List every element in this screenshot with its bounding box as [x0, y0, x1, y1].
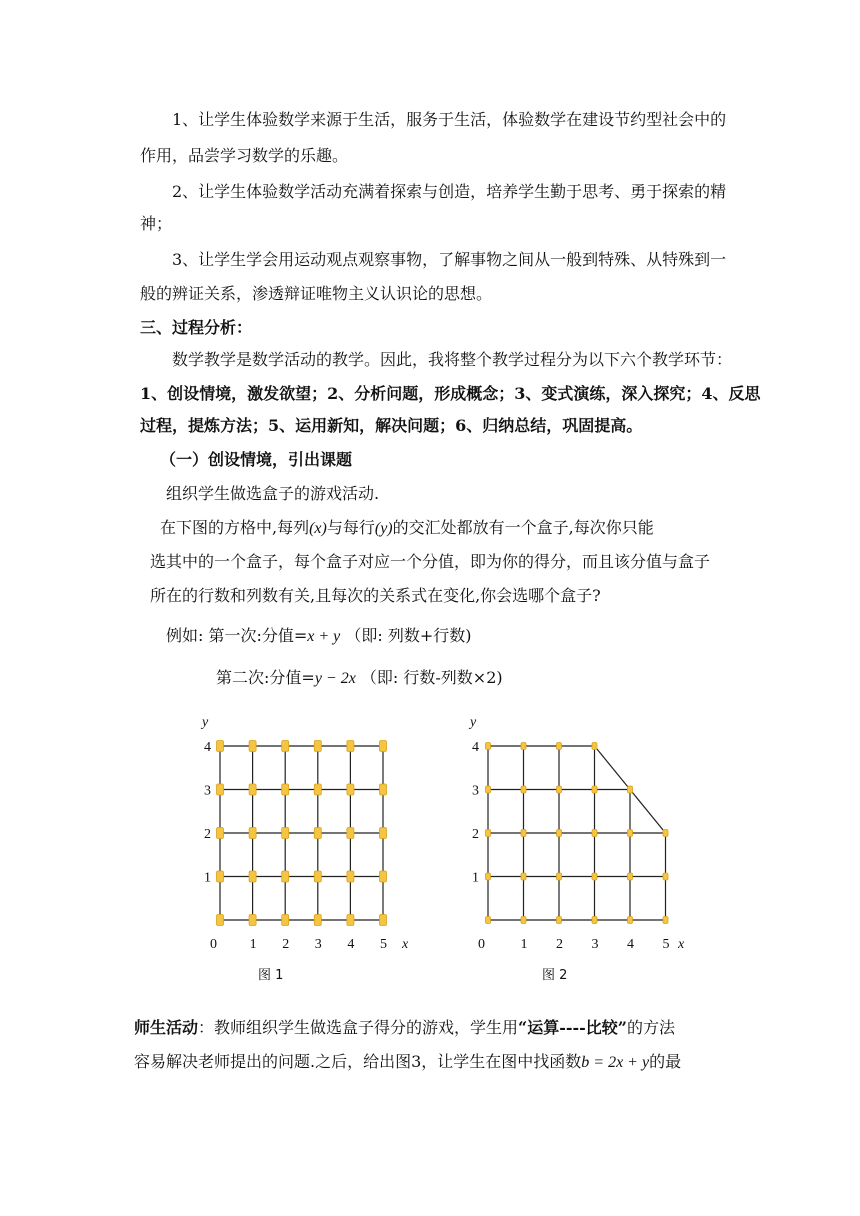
figure-2-caption: 图 2	[542, 968, 568, 983]
box	[217, 741, 224, 752]
box	[347, 828, 354, 839]
box	[380, 741, 387, 752]
figure-1-grid	[190, 706, 430, 962]
figure-1-x-ticks	[210, 937, 387, 952]
figure-1-y-ticks	[204, 740, 211, 886]
box	[347, 915, 354, 926]
teacher-activity-line-1: 师生活动：教师组织学生做选盒子得分的游戏，学生用“运算----比较”的方法	[134, 1018, 676, 1037]
box	[217, 784, 224, 795]
box	[592, 917, 597, 924]
x-tick-label: 5	[662, 937, 670, 952]
box	[282, 741, 289, 752]
box	[380, 915, 387, 926]
x-tick-label: 0	[210, 937, 217, 952]
box	[663, 873, 668, 880]
box	[663, 917, 668, 924]
x-tick-label: 0	[478, 937, 485, 952]
goal-1-line-1: 1、让学生体验数学来源于生活，服务于生活，体验数学在建设节约型社会中的	[172, 110, 727, 129]
example-1: 例如: 第一次:分值=x + y （即: 列数+行数)	[166, 626, 472, 645]
y-tick-label: 4	[472, 740, 479, 755]
grid-diagonal-line	[595, 746, 631, 790]
box	[380, 784, 387, 795]
steps-line-2: 过程，提炼方法；5、运用新知，解决问题；6、归纳总结，巩固提高。	[140, 416, 643, 435]
problem-line-3: 所在的行数和列数有关,且每次的关系式在变化,你会选哪个盒子?	[150, 586, 601, 605]
box	[557, 830, 562, 837]
y-tick-label: 4	[204, 740, 211, 755]
box	[592, 743, 597, 750]
x-tick-label: 3	[591, 937, 599, 952]
intro-text: 数学教学是数学活动的教学。因此，我将整个教学过程分为以下六个教学环节：	[172, 350, 733, 369]
box	[521, 743, 526, 750]
box	[217, 871, 224, 882]
box	[486, 830, 491, 837]
box	[282, 871, 289, 882]
figure-1-x-label: x	[402, 937, 409, 952]
box	[486, 873, 491, 880]
x-tick-label: 4	[627, 937, 634, 952]
box	[217, 915, 224, 926]
box	[347, 741, 354, 752]
box	[282, 784, 289, 795]
x-tick-label: 2	[556, 937, 563, 952]
x-tick-label: 1	[249, 937, 257, 952]
y-tick-label: 2	[472, 827, 479, 842]
box	[314, 741, 321, 752]
box	[663, 830, 668, 837]
box	[486, 786, 491, 793]
figure-2-grid-lines	[488, 746, 666, 920]
example-2: 第二次:分值=y − 2x （即: 行数-列数×2)	[216, 668, 503, 687]
box	[314, 784, 321, 795]
y-tick-label: 1	[204, 870, 211, 886]
box	[347, 871, 354, 882]
figure-2-y-label: y	[470, 715, 477, 730]
figure-1-y-label: y	[202, 715, 209, 730]
figure-2-x-ticks	[478, 937, 670, 952]
box	[557, 917, 562, 924]
box	[347, 784, 354, 795]
goal-3-line-2: 般的辨证关系，渗透辩证唯物主义认识论的思想。	[140, 284, 493, 303]
box	[628, 830, 633, 837]
activity-text: 组织学生做选盒子的游戏活动.	[166, 484, 380, 503]
sub-title: （一）创设情境，引出课题	[160, 450, 353, 469]
x-tick-label: 5	[380, 937, 387, 952]
box	[486, 743, 491, 750]
box	[592, 830, 597, 837]
box	[249, 915, 256, 926]
x-tick-label: 3	[314, 937, 322, 952]
goal-2-line-1: 2、让学生体验数学活动充满着探索与创造，培养学生勤于思考、勇于探索的精	[172, 182, 727, 201]
box	[217, 828, 224, 839]
box	[249, 784, 256, 795]
box	[380, 828, 387, 839]
figure-1-grid-lines	[220, 746, 383, 920]
box	[628, 873, 633, 880]
box	[521, 917, 526, 924]
box	[314, 871, 321, 882]
box	[249, 871, 256, 882]
box	[521, 786, 526, 793]
box	[282, 828, 289, 839]
goal-1-line-2: 作用，品尝学习数学的乐趣。	[140, 146, 349, 165]
box	[557, 786, 562, 793]
x-tick-label: 1	[520, 937, 528, 952]
box	[249, 828, 256, 839]
problem-line-1: 在下图的方格中,每列(x)与每行(y)的交汇处都放有一个盒子,每次你只能	[160, 518, 654, 537]
steps-line-1: 1、创设情境，激发欲望；2、分析问题，形成概念；3、变式演练，深入探究；4、反思	[140, 384, 761, 403]
problem-line-2: 选其中的一个盒子，每个盒子对应一个分值，即为你的得分，而且该分值与盒子	[150, 552, 711, 571]
box	[521, 830, 526, 837]
box	[557, 743, 562, 750]
box	[314, 915, 321, 926]
teacher-activity-line-2: 容易解决老师提出的问题.之后，给出图3，让学生在图中找函数b = 2x + y的最	[134, 1052, 682, 1071]
figure-2-y-ticks	[472, 740, 479, 886]
goal-2-line-2: 神；	[140, 214, 173, 233]
y-tick-label: 2	[204, 827, 211, 842]
box	[282, 915, 289, 926]
section-title: 三、过程分析：	[140, 318, 253, 337]
grid-diagonal-line	[630, 790, 666, 834]
box	[628, 786, 633, 793]
y-tick-label: 1	[472, 870, 479, 886]
box	[592, 873, 597, 880]
goal-3-line-1: 3、让学生学会用运动观点观察事物，了解事物之间从一般到特殊、从特殊到一	[172, 250, 727, 269]
box	[628, 917, 633, 924]
figure-2-x-label: x	[678, 937, 685, 952]
figure-1-caption: 图 1	[258, 968, 284, 983]
y-tick-label: 3	[204, 783, 211, 799]
box	[557, 873, 562, 880]
box	[380, 871, 387, 882]
x-tick-label: 4	[347, 937, 355, 952]
box	[314, 828, 321, 839]
box	[486, 917, 491, 924]
box	[249, 741, 256, 752]
x-tick-label: 2	[282, 937, 290, 952]
y-tick-label: 3	[472, 783, 479, 799]
box	[521, 873, 526, 880]
figure-2-grid	[462, 706, 702, 962]
box	[592, 786, 597, 793]
